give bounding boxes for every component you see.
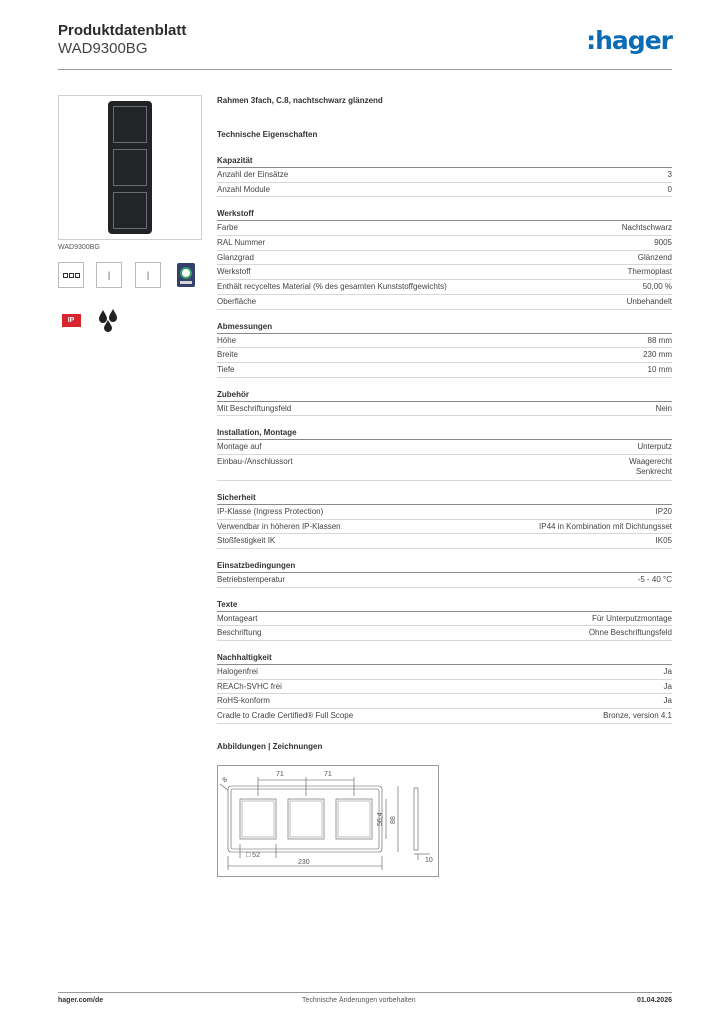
spec-section xyxy=(217,653,672,724)
vertical-mount-icon: | xyxy=(96,262,122,288)
spec-row xyxy=(217,665,672,680)
spec-row xyxy=(217,626,672,641)
section-heading: Kapazität xyxy=(217,156,672,168)
spec-value-line: 230 mm xyxy=(643,350,672,360)
section-heading: Einsatzbedingungen xyxy=(217,561,672,573)
spec-value xyxy=(664,667,672,679)
spec-value-line: Ja xyxy=(663,667,672,677)
spec-value-line: Bronze, version 4.1 xyxy=(603,711,672,721)
spec-value xyxy=(638,575,672,587)
spec-section xyxy=(217,390,672,417)
spec-row xyxy=(217,265,672,280)
spec-section xyxy=(217,209,672,309)
section-heading: Sicherheit xyxy=(217,493,672,505)
spec-section xyxy=(217,561,672,588)
dim-label: 88 xyxy=(390,816,397,824)
spec-label: Anzahl Module xyxy=(217,184,270,194)
spec-label: Einbau-/Anschlussort xyxy=(217,456,293,466)
spec-value-line: Unbehandelt xyxy=(626,296,672,306)
spec-row xyxy=(217,334,672,349)
spec-section xyxy=(217,600,672,641)
dim-label: 71 xyxy=(276,771,284,778)
spec-label: REACh-SVHC frei xyxy=(217,681,282,691)
spec-value-line: Nein xyxy=(655,403,672,413)
spec-row xyxy=(217,348,672,363)
spec-value-line: 50,00 % xyxy=(642,282,672,292)
spec-label: Betriebstemperatur xyxy=(217,575,286,584)
cradle-to-cradle-icon xyxy=(173,262,199,288)
spec-value-line: Thermoplast xyxy=(627,267,672,277)
dim-label: 8 xyxy=(221,776,230,785)
spec-label: Enthält recyceltes Material (% des gesamten Kunststoffgewichts) xyxy=(217,282,447,292)
tech-properties-title: Technische Eigenschaften xyxy=(217,130,318,139)
section-heading: Abmessungen xyxy=(217,322,672,334)
spec-value xyxy=(637,442,672,454)
spec-value-line: Ja xyxy=(663,681,672,691)
footer-divider xyxy=(58,992,672,993)
spec-row xyxy=(217,455,672,481)
spec-label: Werkstoff xyxy=(217,267,251,277)
frame-illustration xyxy=(108,101,152,234)
spec-content xyxy=(217,96,672,751)
spec-value xyxy=(668,185,672,197)
spec-label: Höhe xyxy=(217,335,237,345)
frame-opening xyxy=(113,106,147,143)
spec-value xyxy=(629,457,672,480)
spec-section xyxy=(217,322,672,378)
spec-label: RoHS-konform xyxy=(217,696,270,706)
spec-value xyxy=(654,238,672,250)
technical-drawing xyxy=(217,765,439,877)
section-heading: Texte xyxy=(217,600,672,612)
spec-value xyxy=(589,628,672,640)
spec-row xyxy=(217,363,672,378)
water-drops-icon xyxy=(96,307,122,333)
spec-value xyxy=(668,170,672,182)
dim-label: 10 xyxy=(425,857,433,864)
spec-value xyxy=(643,282,672,294)
section-heading: Installation, Montage xyxy=(217,428,672,440)
dim-label: 71 xyxy=(324,771,332,778)
spec-label: Glanzgrad xyxy=(217,252,254,262)
horizontal-mount-icon: | xyxy=(135,262,161,288)
spec-value-line: Waagerecht xyxy=(629,456,672,466)
footer-website[interactable]: hager.com/de xyxy=(58,997,104,1004)
spec-label: Tiefe xyxy=(217,364,235,374)
dim-label: 56,4 xyxy=(377,812,384,826)
product-subtitle: Rahmen 3fach, C.8, nachtschwarz glänzend xyxy=(217,96,383,105)
spec-label: Stoßfestigkeit IK xyxy=(217,536,276,546)
spec-row xyxy=(217,709,672,724)
section-heading: Werkstoff xyxy=(217,209,672,221)
spec-value-line: 88 mm xyxy=(647,335,672,345)
dim-label: 230 xyxy=(298,859,310,866)
dimension-drawing xyxy=(218,766,438,876)
drawings-title: Abbildungen | Zeichnungen xyxy=(217,741,323,751)
spec-label: Verwendbar in höheren IP-Klassen xyxy=(217,521,341,531)
triple-frame-icon xyxy=(58,262,84,288)
spec-value xyxy=(539,522,672,534)
spec-row xyxy=(217,612,672,627)
footer-date: 01.04.2026 xyxy=(636,997,672,1004)
frame-opening xyxy=(113,149,147,186)
spec-label: Oberfläche xyxy=(217,296,257,306)
spec-value xyxy=(648,365,672,377)
spec-label: Halogenfrei xyxy=(217,667,258,677)
spec-row xyxy=(217,251,672,266)
spec-value-line: IP44 in Kombination mit Dichtungsset xyxy=(539,521,672,531)
spec-label: Breite xyxy=(217,350,238,360)
spec-value-line: Nachtschwarz xyxy=(621,223,672,233)
spec-value-line: 9005 xyxy=(654,238,672,248)
spec-value-line: Glänzend xyxy=(637,252,672,262)
spec-section xyxy=(217,156,672,197)
spec-value xyxy=(628,267,672,279)
document-title: Produktdatenblatt xyxy=(58,22,187,39)
spec-value xyxy=(627,297,672,309)
product-image xyxy=(58,95,202,240)
spec-section xyxy=(217,428,672,481)
spec-label: Anzahl der Einsätze xyxy=(217,170,289,179)
spec-label: IP-Klasse (Ingress Protection) xyxy=(217,506,324,516)
spec-value-line: -5 - 40 °C xyxy=(637,575,672,584)
spec-row xyxy=(217,183,672,198)
spec-row xyxy=(217,295,672,310)
header-divider xyxy=(58,69,672,70)
spec-value xyxy=(664,696,672,708)
spec-row xyxy=(217,280,672,295)
spec-row xyxy=(217,440,672,455)
spec-sections xyxy=(217,156,672,724)
spec-value-line: Ohne Beschriftungsfeld xyxy=(588,628,672,638)
spec-value-line: IP20 xyxy=(655,506,672,516)
spec-value xyxy=(664,682,672,694)
spec-row xyxy=(217,534,672,549)
spec-value xyxy=(643,350,672,362)
spec-value xyxy=(656,404,672,416)
spec-row xyxy=(217,168,672,183)
spec-value xyxy=(638,253,672,265)
spec-row xyxy=(217,221,672,236)
spec-value-line: Senkrecht xyxy=(635,466,672,476)
spec-value-line: 0 xyxy=(667,184,672,194)
hager-logo: :hager xyxy=(586,26,672,55)
spec-value-line: 10 mm xyxy=(647,364,672,374)
spec-value xyxy=(656,536,672,548)
spec-value-line: Ja xyxy=(663,696,672,706)
spec-label: Farbe xyxy=(217,223,238,233)
spec-value-line: Unterputz xyxy=(637,442,672,452)
spec-value xyxy=(592,614,672,626)
dim-label: □ 52 xyxy=(246,852,260,859)
spec-value xyxy=(656,507,672,519)
spec-label: Montageart xyxy=(217,613,258,623)
spec-value-line: IK05 xyxy=(655,536,672,546)
frame-opening xyxy=(113,192,147,229)
spec-value-line: 3 xyxy=(667,170,672,179)
spec-row xyxy=(217,694,672,709)
spec-row xyxy=(217,520,672,535)
spec-row xyxy=(217,505,672,520)
spec-row xyxy=(217,680,672,695)
page-header xyxy=(58,22,672,70)
spec-label: Montage auf xyxy=(217,442,262,452)
image-caption: WAD9300BG xyxy=(58,244,100,251)
spec-label: Cradle to Cradle Certified® Full Scope xyxy=(217,711,354,721)
spec-value-line: Für Unterputzmontage xyxy=(591,613,672,623)
spec-value xyxy=(622,223,672,235)
spec-row xyxy=(217,573,672,588)
spec-row xyxy=(217,402,672,417)
spec-row xyxy=(217,236,672,251)
footer-disclaimer: Technische Änderungen vorbehalten xyxy=(302,997,416,1004)
section-heading: Nachhaltigkeit xyxy=(217,653,672,665)
section-heading: Zubehör xyxy=(217,390,672,402)
spec-label: Mit Beschriftungsfeld xyxy=(217,403,292,413)
spec-label: RAL Nummer xyxy=(217,238,266,248)
spec-value xyxy=(603,711,672,723)
spec-value xyxy=(648,336,672,348)
ip-rating-icon: IP xyxy=(58,307,84,333)
spec-section xyxy=(217,493,672,549)
spec-label: Beschriftung xyxy=(217,628,262,638)
product-code: WAD9300BG xyxy=(58,40,148,57)
